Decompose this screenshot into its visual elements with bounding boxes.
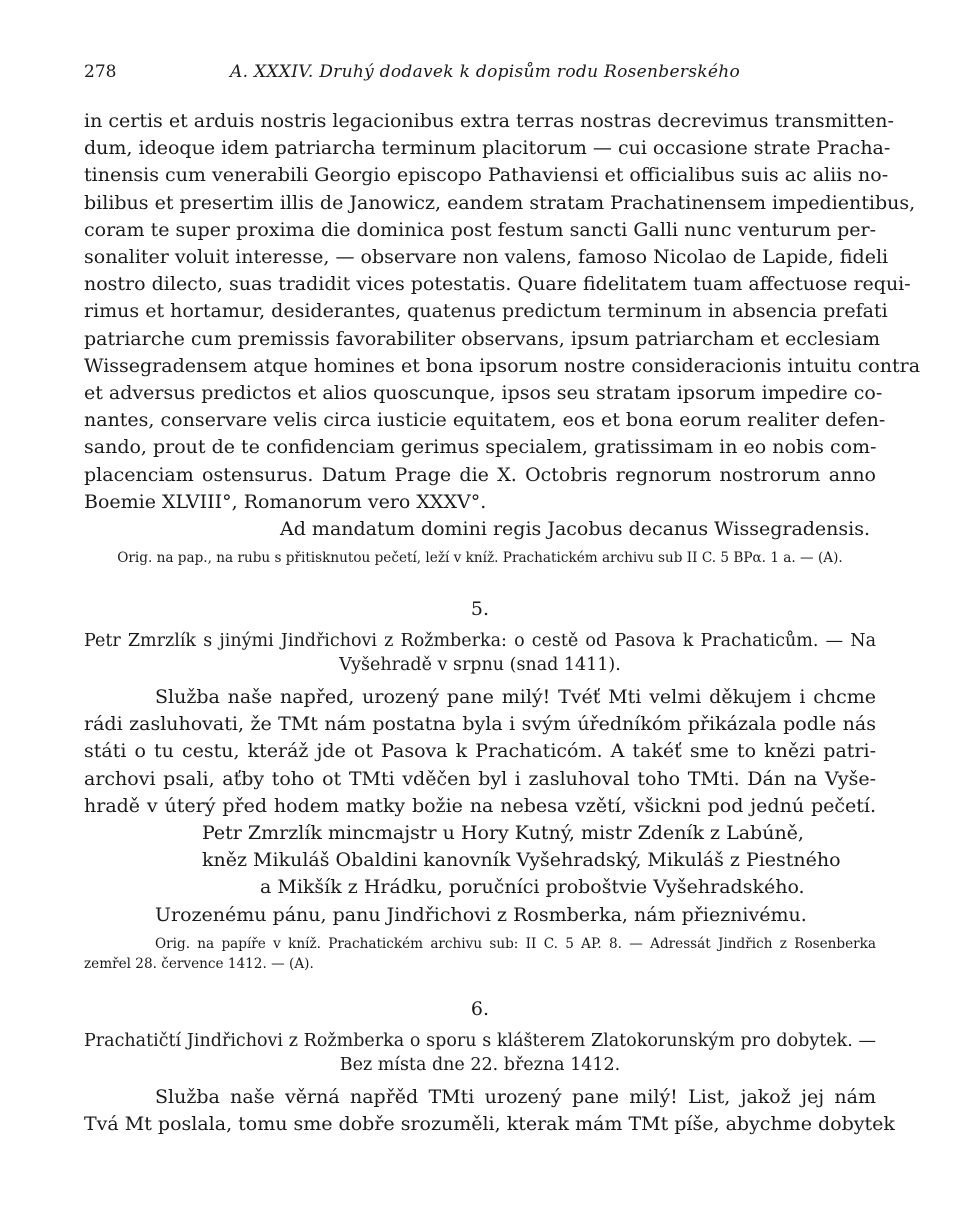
address-line: Urozenému pánu, panu Jindřichovi z Rosmberka, nám přieznivému. [155, 903, 807, 926]
text-line: rimus et hortamur, desiderantes, quatenus predictum terminum in absencia prefati [84, 300, 888, 323]
page-number: 278 [84, 62, 117, 82]
regest-line: Bez místa dne 22. března 1412. [339, 1054, 621, 1075]
doc6-body [84, 1084, 895, 1138]
doc5-number: 5. [470, 598, 490, 620]
text-line: patriarche cum premissis favorabiliter observans, ipsum patriarcham et ecclesiam [84, 327, 881, 350]
text-line: Boemie XLVIII°, Romanorum vero XXXV°. [84, 490, 487, 513]
text-line: sonaliter voluit interesse, — observare non valens, famoso Nicolao de Lapide, fideli [84, 246, 889, 269]
text-line: Služba naše napřed, urozený pane milý! Tvéť Mti velmi děkujem i chcme [155, 686, 876, 708]
archival-note: Orig. na pap., na rubu s přitisknutou pečetí, leží v kníž. Prachatickém archivu sub II C. 5 BPα. 1 a. — (A). [117, 550, 843, 566]
regest-line: Vyšehradě v srpnu (snad 1411). [339, 654, 621, 675]
text-line: bilibus et presertim illis de Janowicz, eandem stratam Prachatinensem impedientibus, [84, 191, 916, 214]
text-line: coram te super proxima die dominica post festum sancti Galli nunc venturum per- [84, 218, 876, 241]
signatory-line: Petr Zmrzlík mincmajstr u Hory Kutný, mistr Zdeník z Labúně, [202, 822, 804, 845]
text-line: Služba naše věrná napřěd TMti urozený pane milý! List, jakož jej nám [155, 1086, 876, 1108]
text-line: placenciam ostensurus. Datum Prage die X. Octobris regnorum nostrorum anno [84, 463, 876, 486]
regest-line: Petr Zmrzlík s jinými Jindřichovi z Rožmberka: o cestě od Pasova k Prachaticům. — Na [84, 631, 876, 651]
doc4-body [84, 108, 921, 543]
archival-note: Orig. na papíře v kníž. Prachatickém archivu sub: II C. 5 AP. 8. — Adressát Jindřich z Rosenberka [155, 936, 876, 952]
text-line: rádi zasluhovati, že TMt nám postatna byla i svým úředníkóm přikázala podle nás [84, 713, 876, 736]
running-title: A. XXXIV. Druhý dodavek k dopisům rodu Rosenberského [230, 62, 741, 82]
text-line: in certis et arduis nostris legacionibus extra terras nostras decrevimus transmitten- [84, 110, 894, 132]
signature-line: Ad mandatum domini regis Jacobus decanus Wissegradensis. [280, 518, 871, 541]
text-line: Wissegradensem atque homines et bona ipsorum nostre consideracionis intuitu contra [84, 354, 921, 377]
archival-note: zemřel 28. července 1412. — (A). [84, 956, 314, 972]
text-line: státi o tu cestu, kteráž jde ot Pasova k Prachaticóm. A takéť sme to knězi patri- [84, 740, 876, 763]
page-header [84, 62, 876, 86]
text-line: nostro dilecto, suas tradidit vices potestatis. Quare fidelitatem tuam affectuose requi- [84, 273, 911, 296]
signatory-line: kněz Mikuláš Obaldini kanovník Vyšehradský, Mikuláš z Piestného [202, 849, 841, 872]
doc6-regest [84, 1030, 876, 1077]
text-line: et adversus predictos et alios quoscunque, ipsos seu stratam ipsorum impedire co- [84, 382, 883, 405]
text-line: tinensis cum venerabili Georgio episcopo Pathaviensi et officialibus suis ac aliis no- [84, 164, 889, 187]
text-line: nantes, conservare velis circa iusticie equitatem, eos et bona eorum realiter defen- [84, 409, 886, 432]
doc6-number: 6. [470, 998, 490, 1020]
text-line: sando, prout de te confidenciam gerimus specialem, gratissimam in eo nobis com- [84, 436, 877, 459]
signatory-line: a Mikšík z Hrádku, poručníci proboštvie Vyšehradského. [260, 876, 805, 899]
text-line: Tvá Mt poslala, tomu sme dobře srozuměli, kterak mám TMt píše, abychme dobytek [84, 1113, 895, 1136]
regest-line: Prachatičtí Jindřichovi z Rožmberka o sporu s klášterem Zlatokorunským pro dobytek. — [84, 1031, 876, 1051]
doc5-body [84, 684, 876, 929]
text-line: dum, ideoque idem patriarcha terminum placitorum — cui occasione strate Pracha- [84, 137, 891, 160]
text-line: archovi psali, aťby toho ot TMti vděčen byl i zasluhoval toho TMti. Dán na Vyše- [84, 767, 876, 790]
doc4-note [84, 548, 876, 568]
doc5-regest [84, 630, 876, 677]
text-line: hradě v úterý před hodem matky božie na nebesa vzětí, všickni pod jednú pečetí. [84, 794, 876, 817]
doc5-note [84, 934, 876, 974]
